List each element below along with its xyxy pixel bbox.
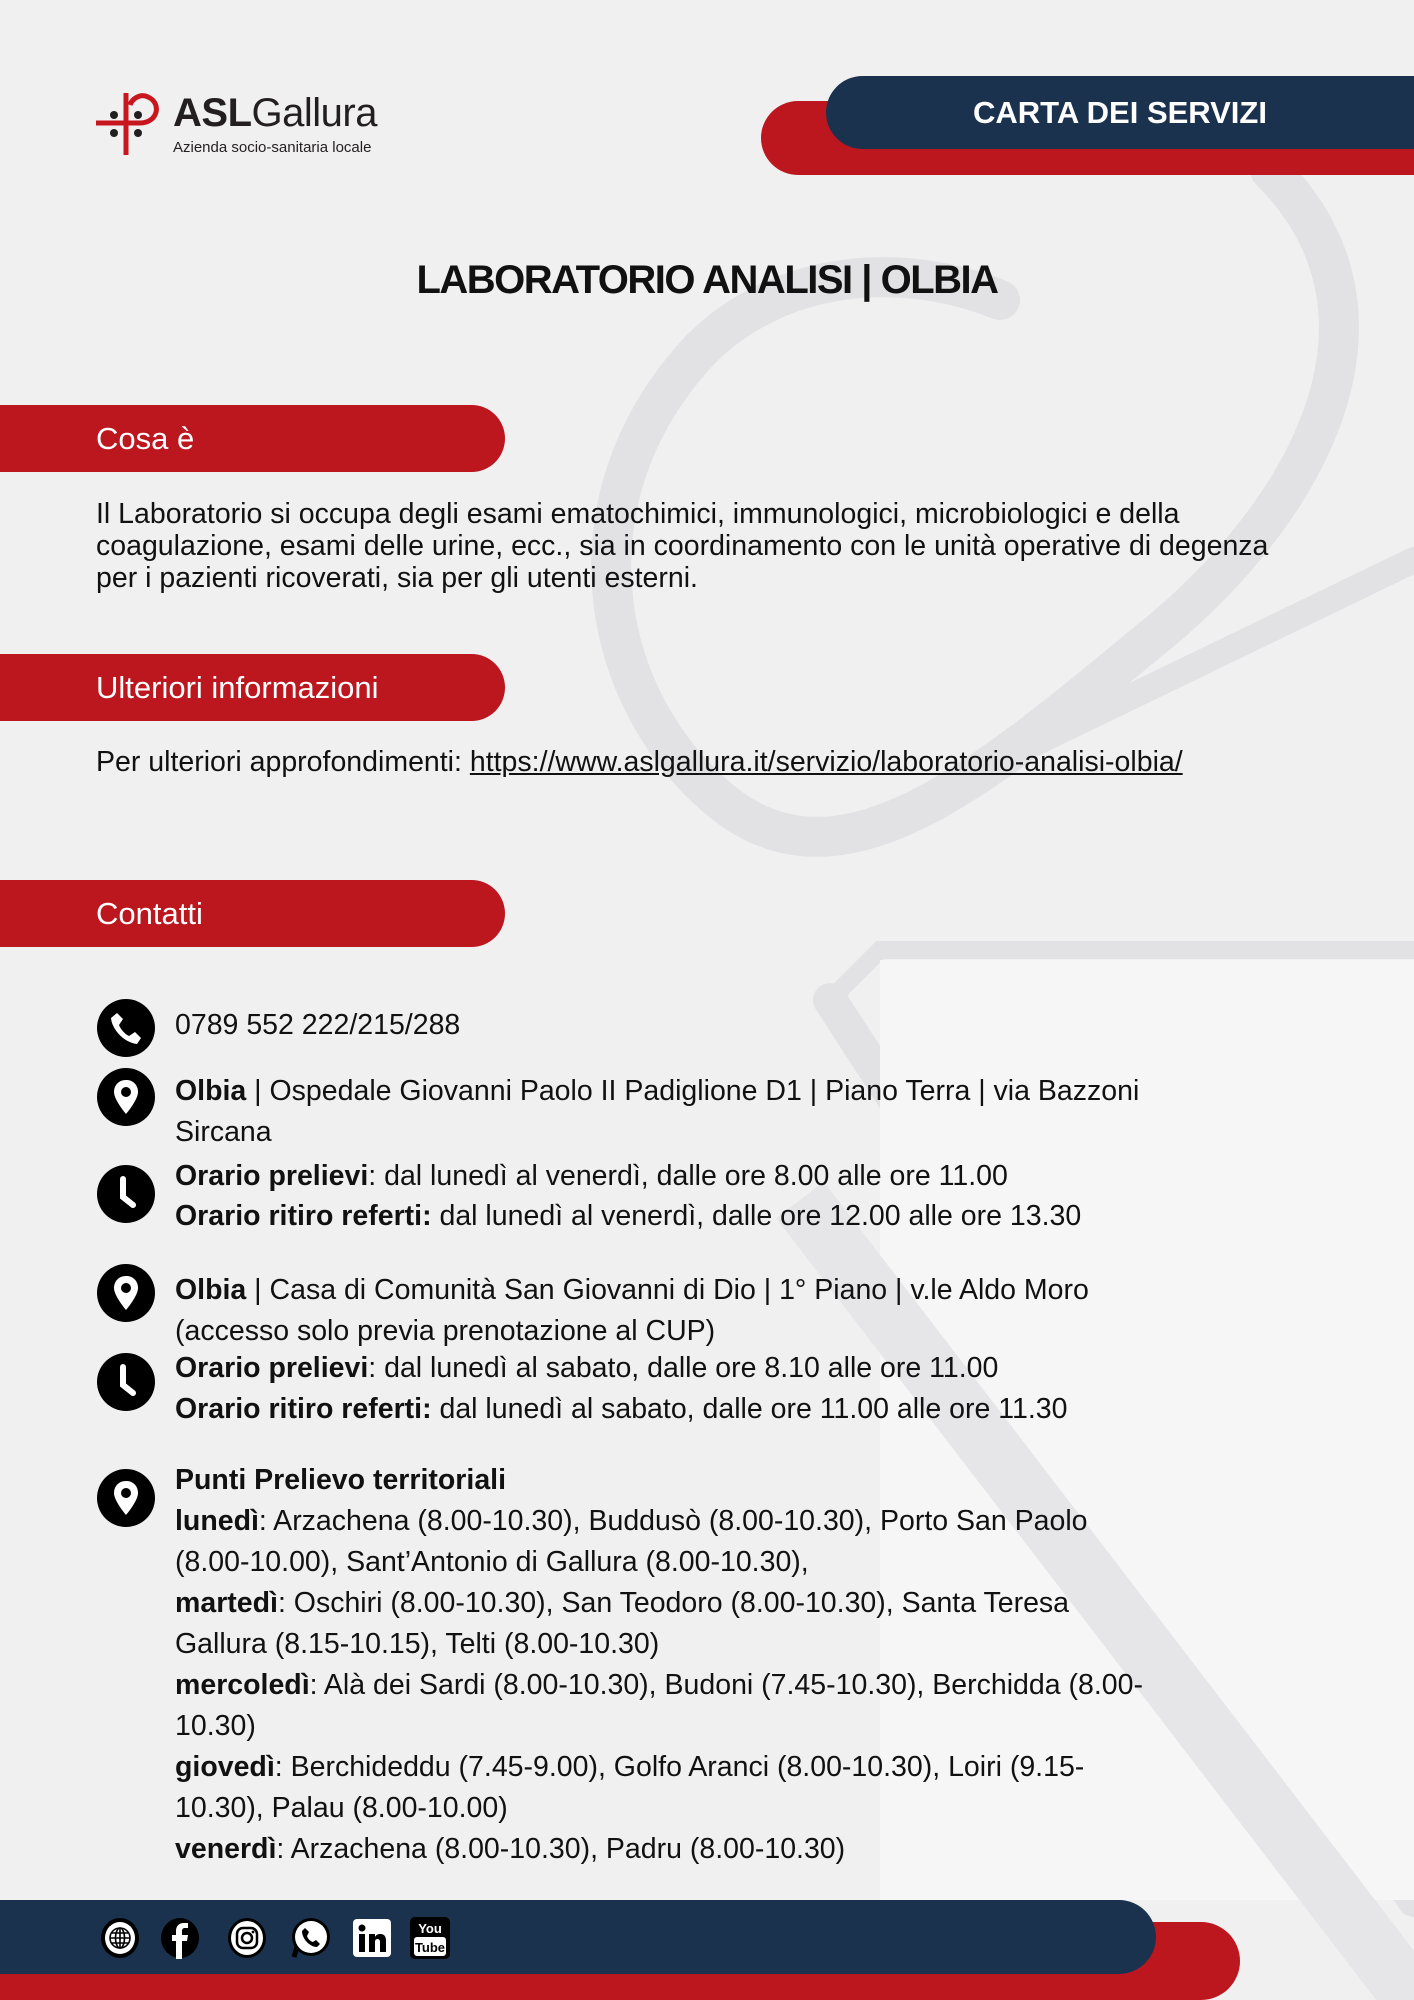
info-paragraph xyxy=(96,746,1286,778)
clock-icon xyxy=(97,1353,155,1411)
whatsapp-icon[interactable] xyxy=(291,1917,331,1959)
punti-prelievo-line xyxy=(175,1750,1084,1784)
asl-gallura-logo[interactable] xyxy=(96,89,396,161)
logo-tagline: Azienda socio-sanitaria locale xyxy=(173,139,372,156)
site2-prelievi-hours: Orario prelievi: dal lunedì al sabato, dalle ore 8.10 alle ore 11.00 xyxy=(175,1352,999,1384)
location-pin-icon xyxy=(97,1264,155,1322)
clock-icon xyxy=(97,1165,155,1223)
punti-prelievo-line xyxy=(175,1832,845,1866)
phone-icon xyxy=(97,999,155,1057)
punti-prelievo-line xyxy=(175,1791,508,1825)
logo-cross-heart-icon xyxy=(96,91,162,157)
weekday-label: lunedì xyxy=(175,1505,259,1537)
locations-text: (8.00-10.00), Sant’Antonio di Gallura (8.00-10.30), xyxy=(175,1546,809,1578)
site1-address-line2: Sircana xyxy=(175,1116,272,1148)
site2-address-line2: (accesso solo previa prenotazione al CUP) xyxy=(175,1315,716,1347)
punti-prelievo-line xyxy=(175,1504,1088,1538)
locations-text: : Arzachena (8.00-10.30), Buddusò (8.00-10.30), Porto San Paolo xyxy=(258,1505,1088,1537)
locations-text: : Alà dei Sardi (8.00-10.30), Budoni (7.45-10.30), Berchidda (8.00- xyxy=(309,1669,1143,1701)
section-heading-cosa: Cosa è xyxy=(0,405,505,472)
youtube-icon[interactable] xyxy=(410,1917,450,1959)
logo-wordmark: ASLGallura xyxy=(173,91,377,135)
linkedin-icon[interactable] xyxy=(352,1917,392,1959)
page-title: LABORATORIO ANALISI | OLBIA xyxy=(416,258,998,302)
locations-text: Gallura (8.15-10.15), Telti (8.00-10.30) xyxy=(175,1628,660,1660)
locations-text: 10.30), Palau (8.00-10.00) xyxy=(175,1792,508,1824)
site1-address-line1: Olbia | Ospedale Giovanni Paolo II Padiglione D1 | Piano Terra | via Bazzoni xyxy=(175,1075,1140,1107)
locations-text: : Berchideddu (7.45-9.00), Golfo Aranci (8.00-10.30), Loiri (9.15- xyxy=(274,1751,1085,1783)
weekday-label: venerdì xyxy=(175,1833,277,1865)
locations-text: 10.30) xyxy=(175,1710,256,1742)
facebook-icon[interactable] xyxy=(160,1917,200,1959)
punti-prelievo-heading: Punti Prelievo territoriali xyxy=(175,1464,507,1496)
punti-prelievo-line xyxy=(175,1709,256,1743)
location-pin-icon xyxy=(97,1469,155,1527)
carta-dei-servizi-badge: CARTA DEI SERVIZI xyxy=(826,76,1414,149)
location-pin-icon xyxy=(97,1068,155,1126)
weekday-label: mercoledì xyxy=(175,1669,310,1701)
section-heading-info: Ulteriori informazioni xyxy=(0,654,505,721)
punti-prelievo-line xyxy=(175,1668,1143,1702)
weekday-label: giovedì xyxy=(175,1751,275,1783)
globe-icon[interactable] xyxy=(100,1917,140,1959)
instagram-icon[interactable] xyxy=(227,1917,267,1959)
youtube-text-tube: Tube xyxy=(414,1940,446,1955)
punti-prelievo-line xyxy=(175,1627,659,1661)
weekday-label: martedì xyxy=(175,1587,278,1619)
phone-number[interactable]: 0789 552 222/215/288 xyxy=(175,1009,461,1041)
info-prefix: Per ulteriori approfondimenti: xyxy=(96,746,470,778)
site2-ritiro-hours: Orario ritiro referti: dal lunedì al sabato, dalle ore 11.00 alle ore 11.30 xyxy=(175,1393,1068,1425)
service-link[interactable]: https://www.aslgallura.it/servizio/laboratorio-analisi-olbia/ xyxy=(469,746,1183,778)
description-paragraph: Il Laboratorio si occupa degli esami ematochimici, immunologici, microbiologici e della coagulazione, esami delle urine, ecc., sia in coordinamento con le unità operative di degenza per i pazienti ricoverati, sia per gli utenti esterni. xyxy=(96,498,1269,594)
punti-prelievo-line xyxy=(175,1586,1069,1620)
punti-prelievo-line xyxy=(175,1545,809,1579)
locations-text: : Arzachena (8.00-10.30), Padru (8.00-10.30) xyxy=(276,1833,846,1865)
locations-text: : Oschiri (8.00-10.30), San Teodoro (8.00-10.30), Santa Teresa xyxy=(277,1587,1070,1619)
site2-address-line1: Olbia | Casa di Comunità San Giovanni di Dio | 1° Piano | v.le Aldo Moro xyxy=(175,1274,1089,1306)
section-heading-contatti: Contatti xyxy=(0,880,505,947)
site1-prelievi-hours: Orario prelievi: dal lunedì al venerdì, dalle ore 8.00 alle ore 11.00 xyxy=(175,1160,1008,1192)
youtube-text-you: You xyxy=(418,1921,442,1936)
site1-ritiro-hours: Orario ritiro referti: dal lunedì al venerdì, dalle ore 12.00 alle ore 13.30 xyxy=(175,1200,1082,1232)
